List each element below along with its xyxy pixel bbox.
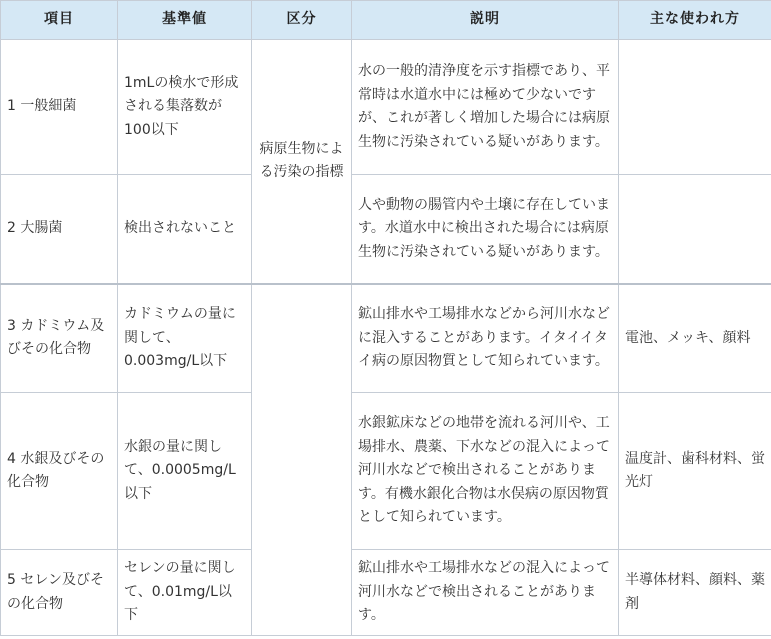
description-cell: 鉱山排水や工場排水などの混入によって河川水などで検出されることがあります。 (352, 550, 619, 636)
header-standard: 基準値 (118, 1, 252, 40)
header-item: 項目 (1, 1, 118, 40)
category-cell-pathogen: 病原生物による汚染の指標 (252, 40, 352, 284)
standard-cell: カドミウムの量に関して、0.003mg/L以下 (118, 284, 252, 393)
usage-cell: 電池、メッキ、顔料 (619, 284, 771, 393)
usage-cell: 温度計、歯科材料、蛍光灯 (619, 393, 771, 550)
item-cell: 4 水銀及びその化合物 (1, 393, 118, 550)
standard-cell: セレンの量に関して、0.01mg/L以下 (118, 550, 252, 636)
standard-cell: 検出されないこと (118, 175, 252, 284)
table-row (1, 393, 771, 550)
item-cell: 1 一般細菌 (1, 40, 118, 175)
description-cell: 水の一般的清浄度を示す指標であり、平常時は水道水中には極めて少ないですが、これが著しく増加した場合には病原生物に汚染されている疑いがあります。 (352, 40, 619, 175)
header-usage: 主な使われ方 (619, 1, 771, 40)
standard-cell: 1mLの検水で形成される集落数が100以下 (118, 40, 252, 175)
standard-cell: 水銀の量に関して、0.0005mg/L以下 (118, 393, 252, 550)
header-description: 説明 (352, 1, 619, 40)
usage-cell (619, 175, 771, 284)
description-cell: 水銀鉱床などの地帯を流れる河川や、工場排水、農薬、下水などの混入によって河川水などで検出されることがあります。有機水銀化合物は水俣病の原因物質として知られています。 (352, 393, 619, 550)
item-cell: 2 大腸菌 (1, 175, 118, 284)
table-row (1, 550, 771, 636)
header-row (1, 1, 771, 40)
category-cell-metals (252, 284, 352, 636)
table-row (1, 175, 771, 284)
table-row (1, 284, 771, 393)
header-category: 区分 (252, 1, 352, 40)
usage-cell (619, 40, 771, 175)
usage-cell: 半導体材料、顔料、薬剤 (619, 550, 771, 636)
item-cell: 5 セレン及びその化合物 (1, 550, 118, 636)
table-row (1, 40, 771, 175)
description-cell: 人や動物の腸管内や土壌に存在しています。水道水中に検出された場合には病原生物に汚染されている疑いがあります。 (352, 175, 619, 284)
description-cell: 鉱山排水や工場排水などから河川水などに混入することがあります。イタイイタイ病の原因物質として知られています。 (352, 284, 619, 393)
item-cell: 3 カドミウム及びその化合物 (1, 284, 118, 393)
